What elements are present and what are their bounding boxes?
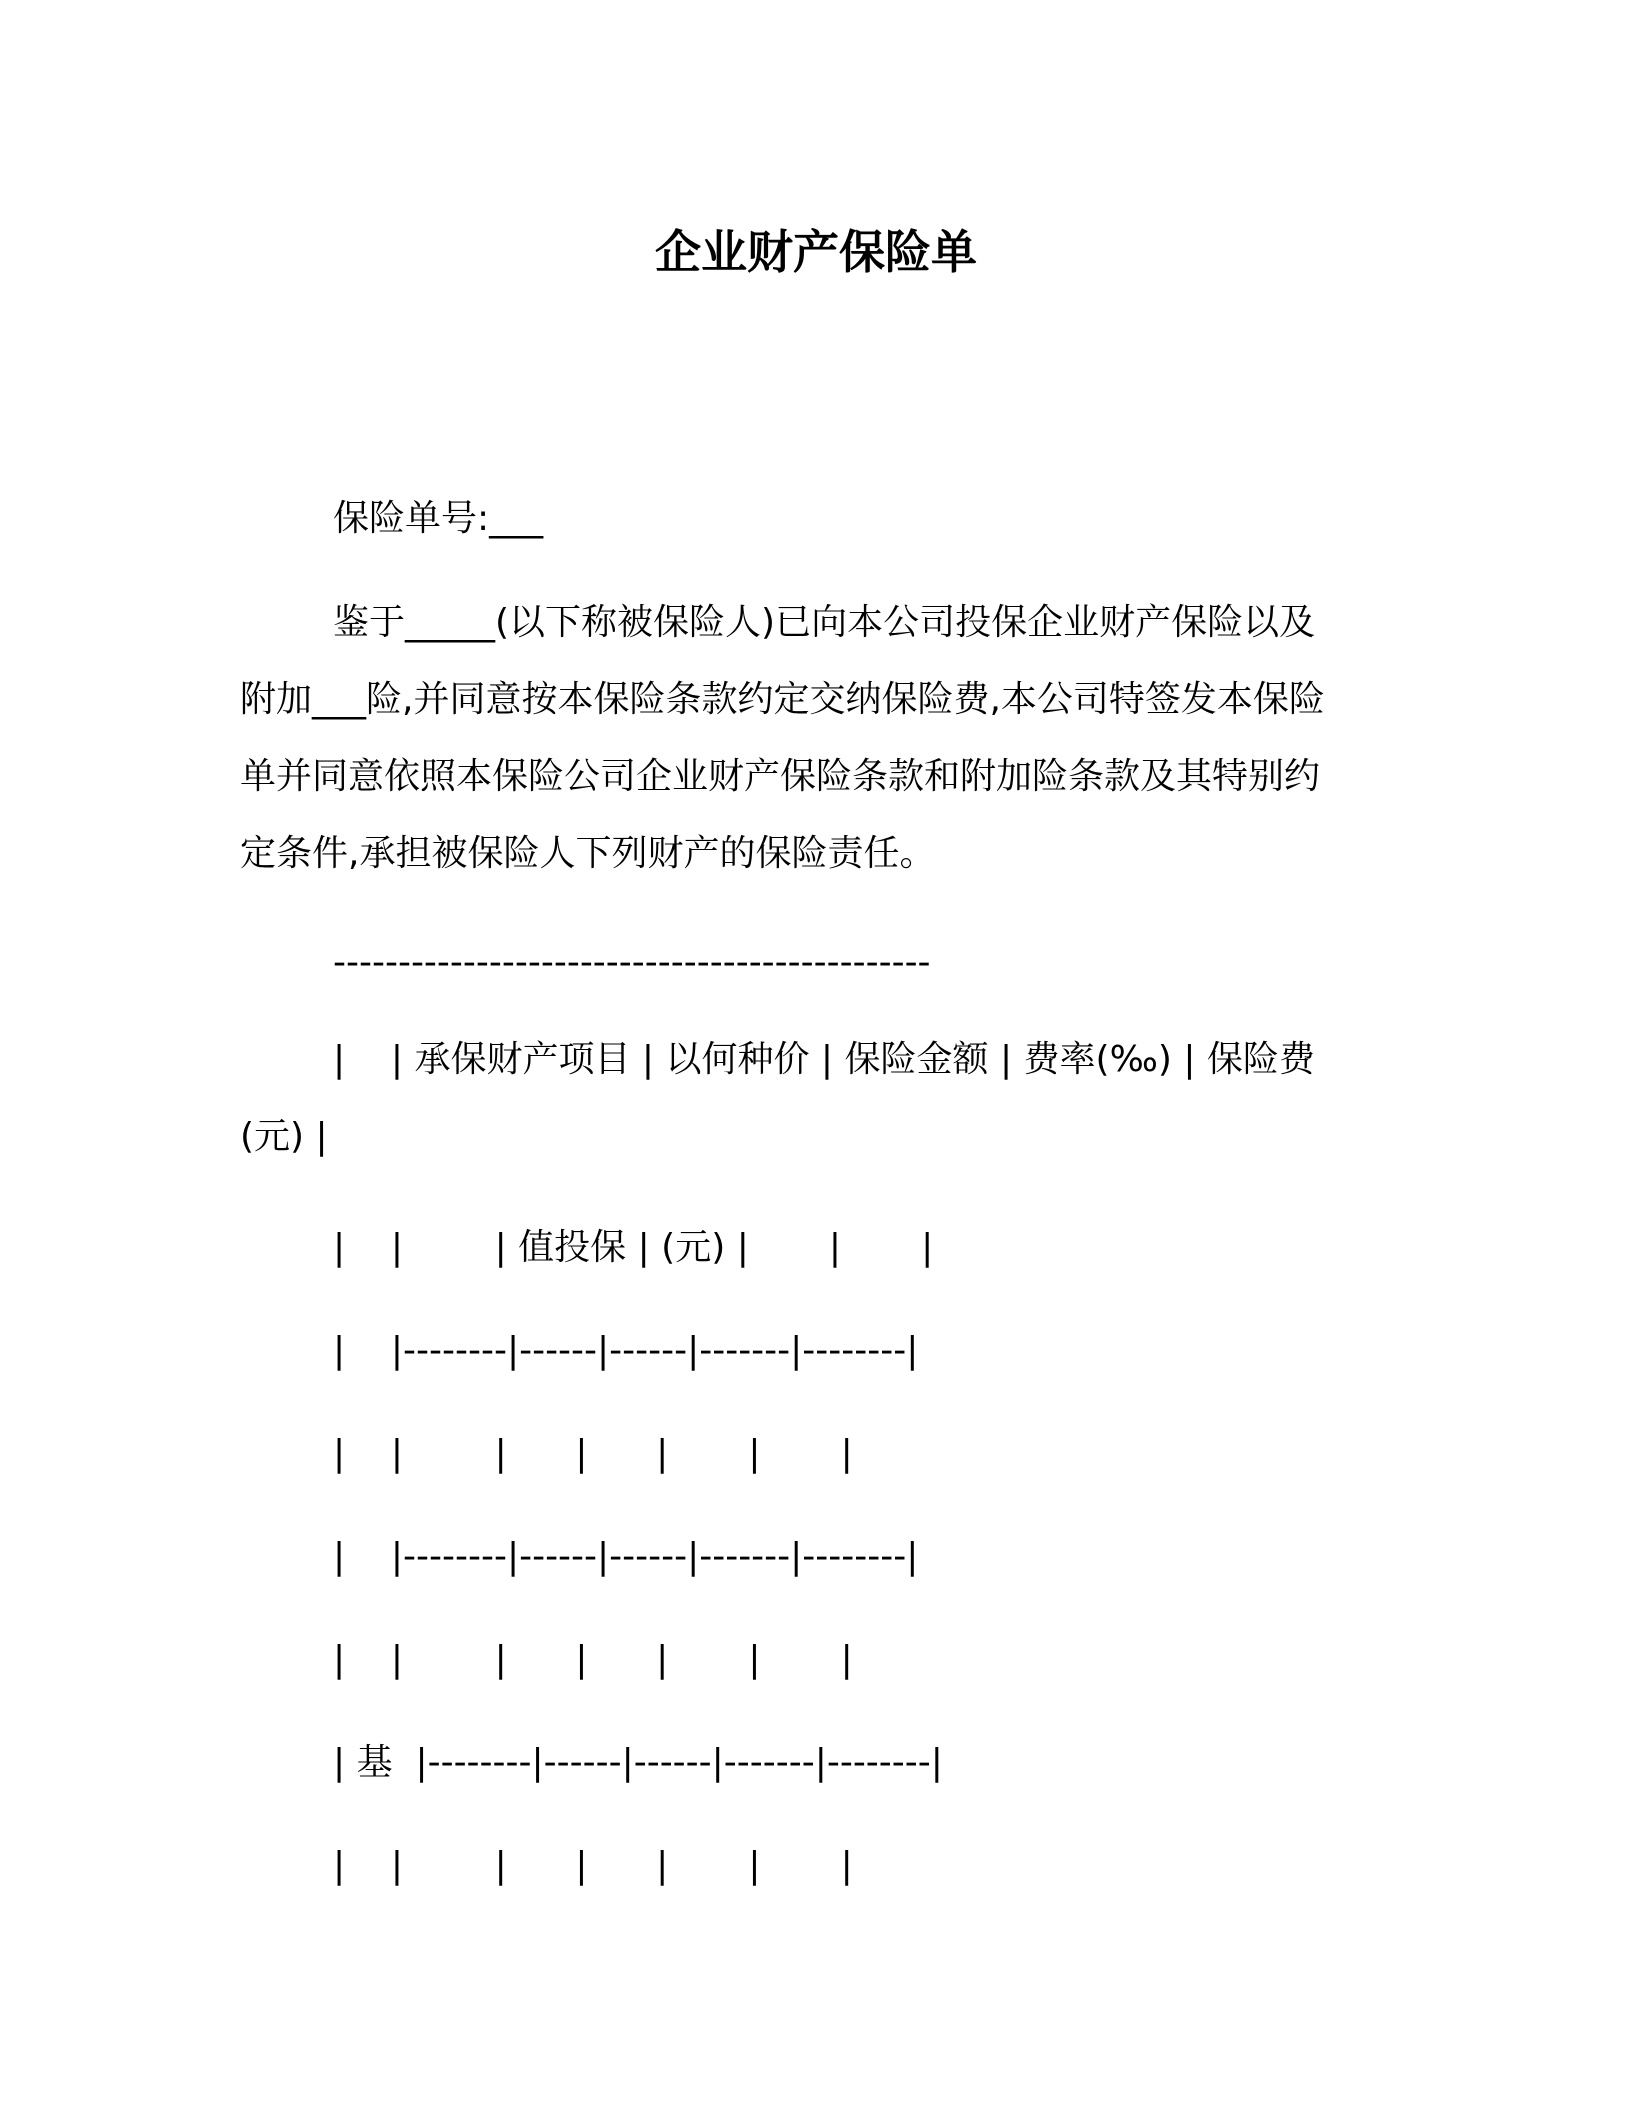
table-rule-line: | 基 |--------|------|------|-------|--------| xyxy=(333,1742,943,1783)
table-header-line: | | 承保财产项目 | 以何种价 | 保险金额 | 费率(‰) | 保险费 xyxy=(333,1039,1315,1080)
document-title: 企业财产保险单 xyxy=(655,225,977,279)
policy-number-line: 保险单号:___ xyxy=(333,498,544,539)
table-empty-row: | | | | | | | xyxy=(333,1433,853,1474)
paragraph-line: 鉴于_____(以下称被保险人)已向本公司投保企业财产保险以及 xyxy=(333,602,1316,643)
paragraph-line: 单并同意依照本保险公司企业财产保险条款和附加险条款及其特别约 xyxy=(240,756,1321,797)
paragraph-line: 附加___险,并同意按本保险条款约定交纳保险费,本公司特签发本保险 xyxy=(240,679,1325,720)
table-empty-row: | | | | | | | xyxy=(333,1845,853,1886)
separator-line: ---------------------------------------------- xyxy=(333,942,931,983)
paragraph-line: 定条件,承担被保险人下列财产的保险责任。 xyxy=(240,833,936,874)
table-header-continuation: (元) | xyxy=(240,1116,328,1157)
table-rule-line: | |--------|------|------|-------|--------| xyxy=(333,1536,919,1577)
table-rule-line: | |--------|------|------|-------|--------| xyxy=(333,1330,919,1371)
table-subheader-line: | | | 值投保 | (元) | | | xyxy=(333,1227,934,1268)
table-empty-row: | | | | | | | xyxy=(333,1639,853,1680)
